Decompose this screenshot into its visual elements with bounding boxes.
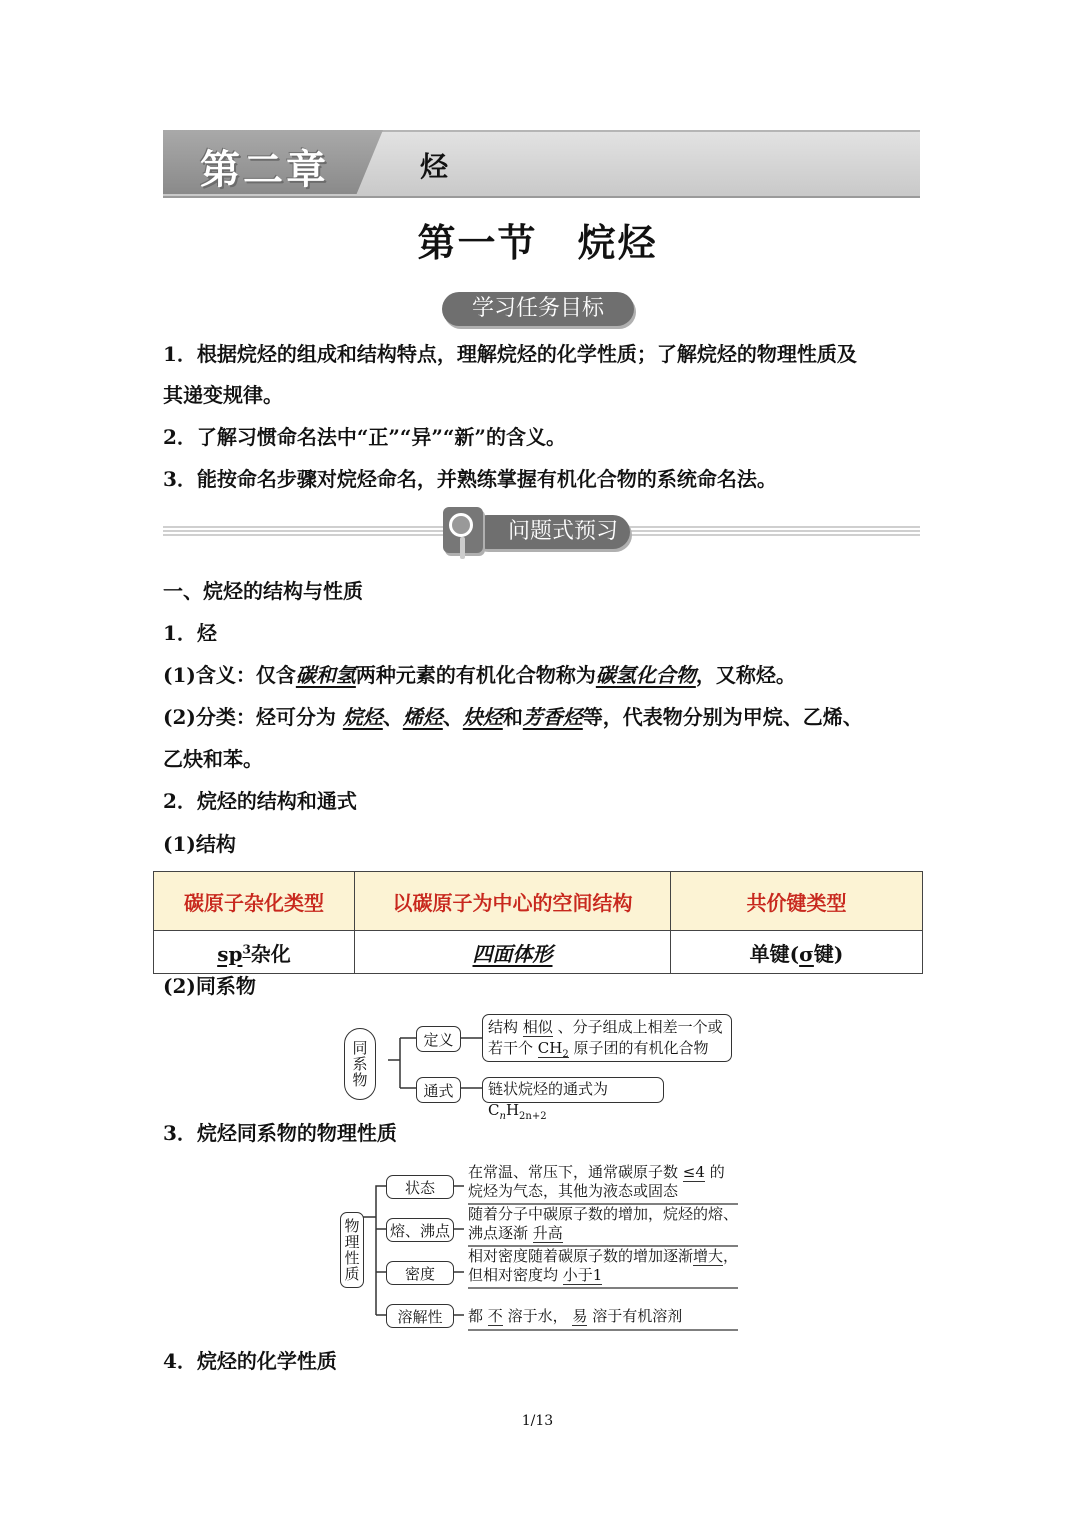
header-hybridization: 碳原子杂化类型	[154, 872, 355, 931]
section-title: 第一节 烷烃	[417, 221, 658, 265]
item-4: 4．烷烃的化学性质	[163, 1349, 337, 1373]
goal-2: 2．了解习惯命名法中“正”“异”“新”的含义。	[163, 425, 566, 449]
chapter-name: 烃	[420, 150, 449, 183]
homolog-formula-label: 通式	[416, 1077, 461, 1103]
homolog-def-line-1: 结构 相似 、分子组成上相差一个或	[488, 1018, 723, 1036]
blank-alkane: 烷烃	[342, 705, 383, 729]
blank-alkene: 烯烃	[402, 705, 443, 729]
table-row	[154, 931, 923, 974]
item-2: 2．烷烃的结构和通式	[163, 789, 357, 813]
goals-banner: 学习任务目标	[442, 292, 634, 326]
homolog-formula-box: 链状烷烃的通式为$C_nH_{2n+2}$	[482, 1077, 664, 1103]
physics-density-label: 密度	[386, 1261, 454, 1285]
definition-line: (1)含义：仅含碳和氢两种元素的有机化合物称为碳氢化合物，又称烃。	[163, 663, 796, 687]
physics-solubility-line: 都 不 溶于水， 易 溶于有机溶剂	[468, 1307, 683, 1325]
physics-root: 物理性质	[340, 1212, 364, 1288]
physics-melting-label: 熔、沸点	[386, 1218, 454, 1242]
goal-3: 3．能按命名步骤对烷烃命名，并熟练掌握有机化合物的系统命名法。	[163, 467, 777, 491]
physics-density-line-1: 相对密度随着碳原子数的增加逐渐增大，	[468, 1247, 739, 1265]
structure-label: (1)结构	[163, 832, 236, 856]
homolog-def-line-2: 若干个 $CH_2$ 原子团的有机化合物	[488, 1039, 709, 1060]
blank-alkyne: 炔烃	[462, 705, 503, 729]
page-number: 1/13	[521, 1413, 554, 1429]
cell-geometry: 四面体形	[355, 931, 671, 974]
physics-solubility-label: 溶解性	[386, 1304, 454, 1328]
physics-density-line-2: 但相对密度均 小于1	[468, 1266, 603, 1284]
item-1: 1．烃	[163, 621, 217, 645]
blank-carbon-hydrogen: 碳和氢	[295, 663, 356, 687]
magnifier-handle-icon	[460, 537, 465, 559]
structure-table	[153, 871, 923, 974]
table-header-row	[154, 872, 923, 931]
physics-melting-line-1: 随着分子中碳原子数的增加，烷烃的熔、	[468, 1205, 739, 1223]
blank-aromatic: 芳香烃	[522, 705, 583, 729]
classification-line-2: 乙炔和苯。	[163, 747, 263, 771]
magnifier-lens-icon	[449, 513, 473, 537]
classification-line: (2)分类：烃可分为 烷烃、烯烃、炔烃和芳香烃等，代表物分别为甲烷、乙烯、	[163, 705, 863, 729]
blank-hydrocarbon: 碳氢化合物	[595, 663, 696, 687]
homolog-label: (2)同系物	[163, 974, 256, 998]
goal-1-line-2: 其递变规律。	[163, 383, 283, 407]
physics-state-line-1: 在常温、常压下，通常碳原子数 ≤4 的	[468, 1163, 725, 1181]
item-3: 3．烷烃同系物的物理性质	[163, 1121, 397, 1145]
physics-melting-line-2: 沸点逐渐 升高	[468, 1224, 563, 1242]
physics-state-line-2: 烷烃为气态，其他为液态或固态	[468, 1182, 679, 1200]
preview-banner: 问题式预习	[470, 515, 630, 549]
goal-1-line-1: 1．根据烷烃的组成和结构特点，理解烷烃的化学性质；了解烷烃的物理性质及	[163, 342, 857, 366]
homolog-definition-label: 定义	[416, 1026, 461, 1052]
homolog-root: 同系物	[344, 1028, 376, 1100]
cell-hybridization: $sp^3$杂化	[154, 931, 355, 974]
header-geometry: 以碳原子为中心的空间结构	[355, 872, 671, 931]
header-bond-type: 共价键类型	[671, 872, 923, 931]
chapter-number: 第二章	[200, 147, 329, 193]
cell-bond-type: 单键(σ键)	[671, 931, 923, 974]
physics-state-label: 状态	[386, 1175, 454, 1199]
part1-heading: 一、烷烃的结构与性质	[163, 579, 363, 603]
homolog-definition-box	[482, 1014, 732, 1062]
